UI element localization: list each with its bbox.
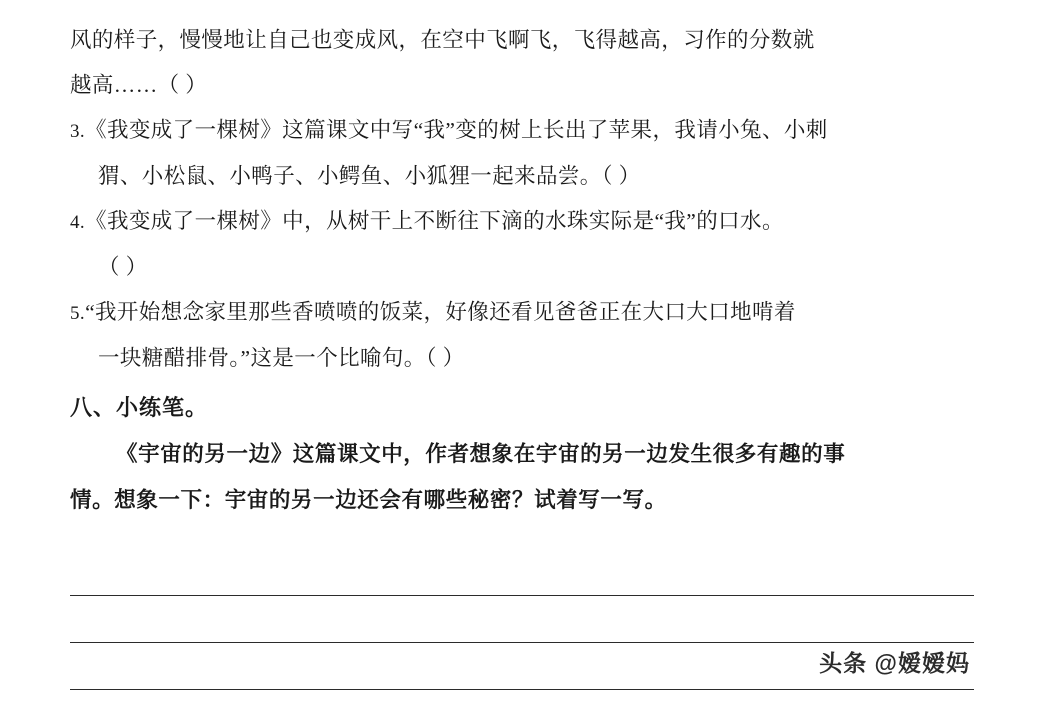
item-number: 5. (70, 303, 86, 324)
item-line-1: 《我变成了一棵树》这篇课文中写“我”变的树上长出了苹果，我请小兔、小刺 (85, 118, 828, 142)
writing-prompt-line-2: 情。想象一下：宇宙的另一边还会有哪些秘密？试着写一写。 (70, 488, 667, 512)
item-line-1: “我开始想念家里那些香喷喷的饭菜，好像还看见爸爸正在大口大口地啃着 (85, 300, 796, 324)
continuation-paragraph (70, 18, 974, 108)
section-heading: 八、小练笔。 (70, 395, 209, 420)
list-item (70, 108, 974, 199)
item-line-2: 一块糖醋排骨。”这是一个比喻句。（ ） (98, 346, 465, 370)
list-item (70, 199, 974, 290)
item-line-2: （ ） (98, 255, 148, 279)
answer-line[interactable] (70, 549, 974, 596)
continuation-line-2: 越高……（ ） (70, 73, 208, 97)
item-number: 3. (70, 121, 86, 142)
writing-prompt-line-1: 《宇宙的另一边》这篇课文中，作者想象在宇宙的另一边发生很多有趣的事 (116, 442, 846, 466)
answer-line[interactable] (70, 596, 974, 643)
continuation-line-1: 风的样子，慢慢地让自己也变成风，在空中飞啊飞，飞得越高，习作的分数就 (70, 28, 815, 52)
watermark-label: 头条 @嫒嫒妈 (819, 650, 970, 676)
list-item (70, 290, 974, 381)
writing-prompt (70, 431, 974, 523)
item-number: 4. (70, 212, 86, 233)
item-line-2: 猬、小松鼠、小鸭子、小鳄鱼、小狐狸一起来品尝。（ ） (98, 164, 641, 188)
item-line-1: 《我变成了一棵树》中，从树干上不断往下滴的水珠实际是“我”的口水。 (85, 209, 784, 233)
